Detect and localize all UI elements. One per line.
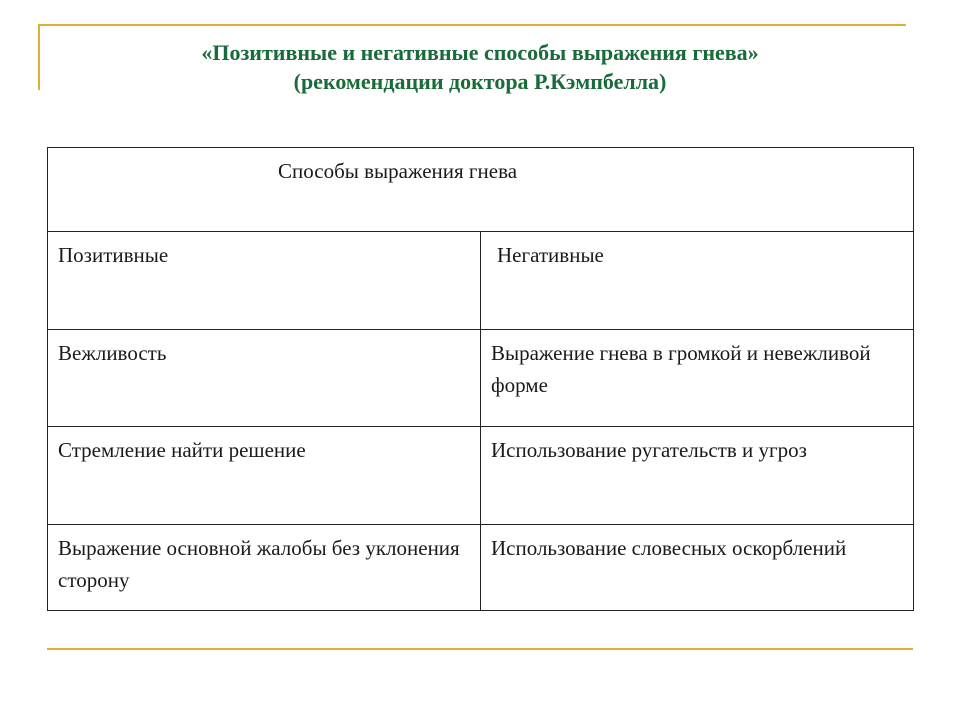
slide-title: [40, 38, 920, 96]
table-header-row: [48, 148, 914, 232]
title-line-1: «Позитивные и негативные способы выражения гнева»: [201, 40, 759, 65]
decorative-top-line: [38, 24, 906, 26]
table-cell-positive: Вежливость: [48, 330, 481, 427]
table-cell-negative: Выражение гнева в громкой и невежливой форме: [481, 330, 914, 427]
table-column-header-row: [48, 232, 914, 330]
table-header-cell: Способы выражения гнева: [48, 148, 914, 232]
table-cell-negative: Использование словесных оскорблений: [481, 525, 914, 611]
table-row: [48, 427, 914, 525]
title-line-2: (рекомендации доктора Р.Кэмпбелла): [293, 69, 667, 94]
decorative-bottom-line: [47, 648, 913, 650]
column-header-negative: Негативные: [481, 232, 914, 330]
table-cell-negative: Использование ругательств и угроз: [481, 427, 914, 525]
table-cell-positive: Стремление найти решение: [48, 427, 481, 525]
table-row: [48, 330, 914, 427]
table-row: [48, 525, 914, 611]
column-header-positive: Позитивные: [48, 232, 481, 330]
table-cell-positive: Выражение основной жалобы без уклонения сторону: [48, 525, 481, 611]
anger-expression-table: [47, 147, 914, 611]
